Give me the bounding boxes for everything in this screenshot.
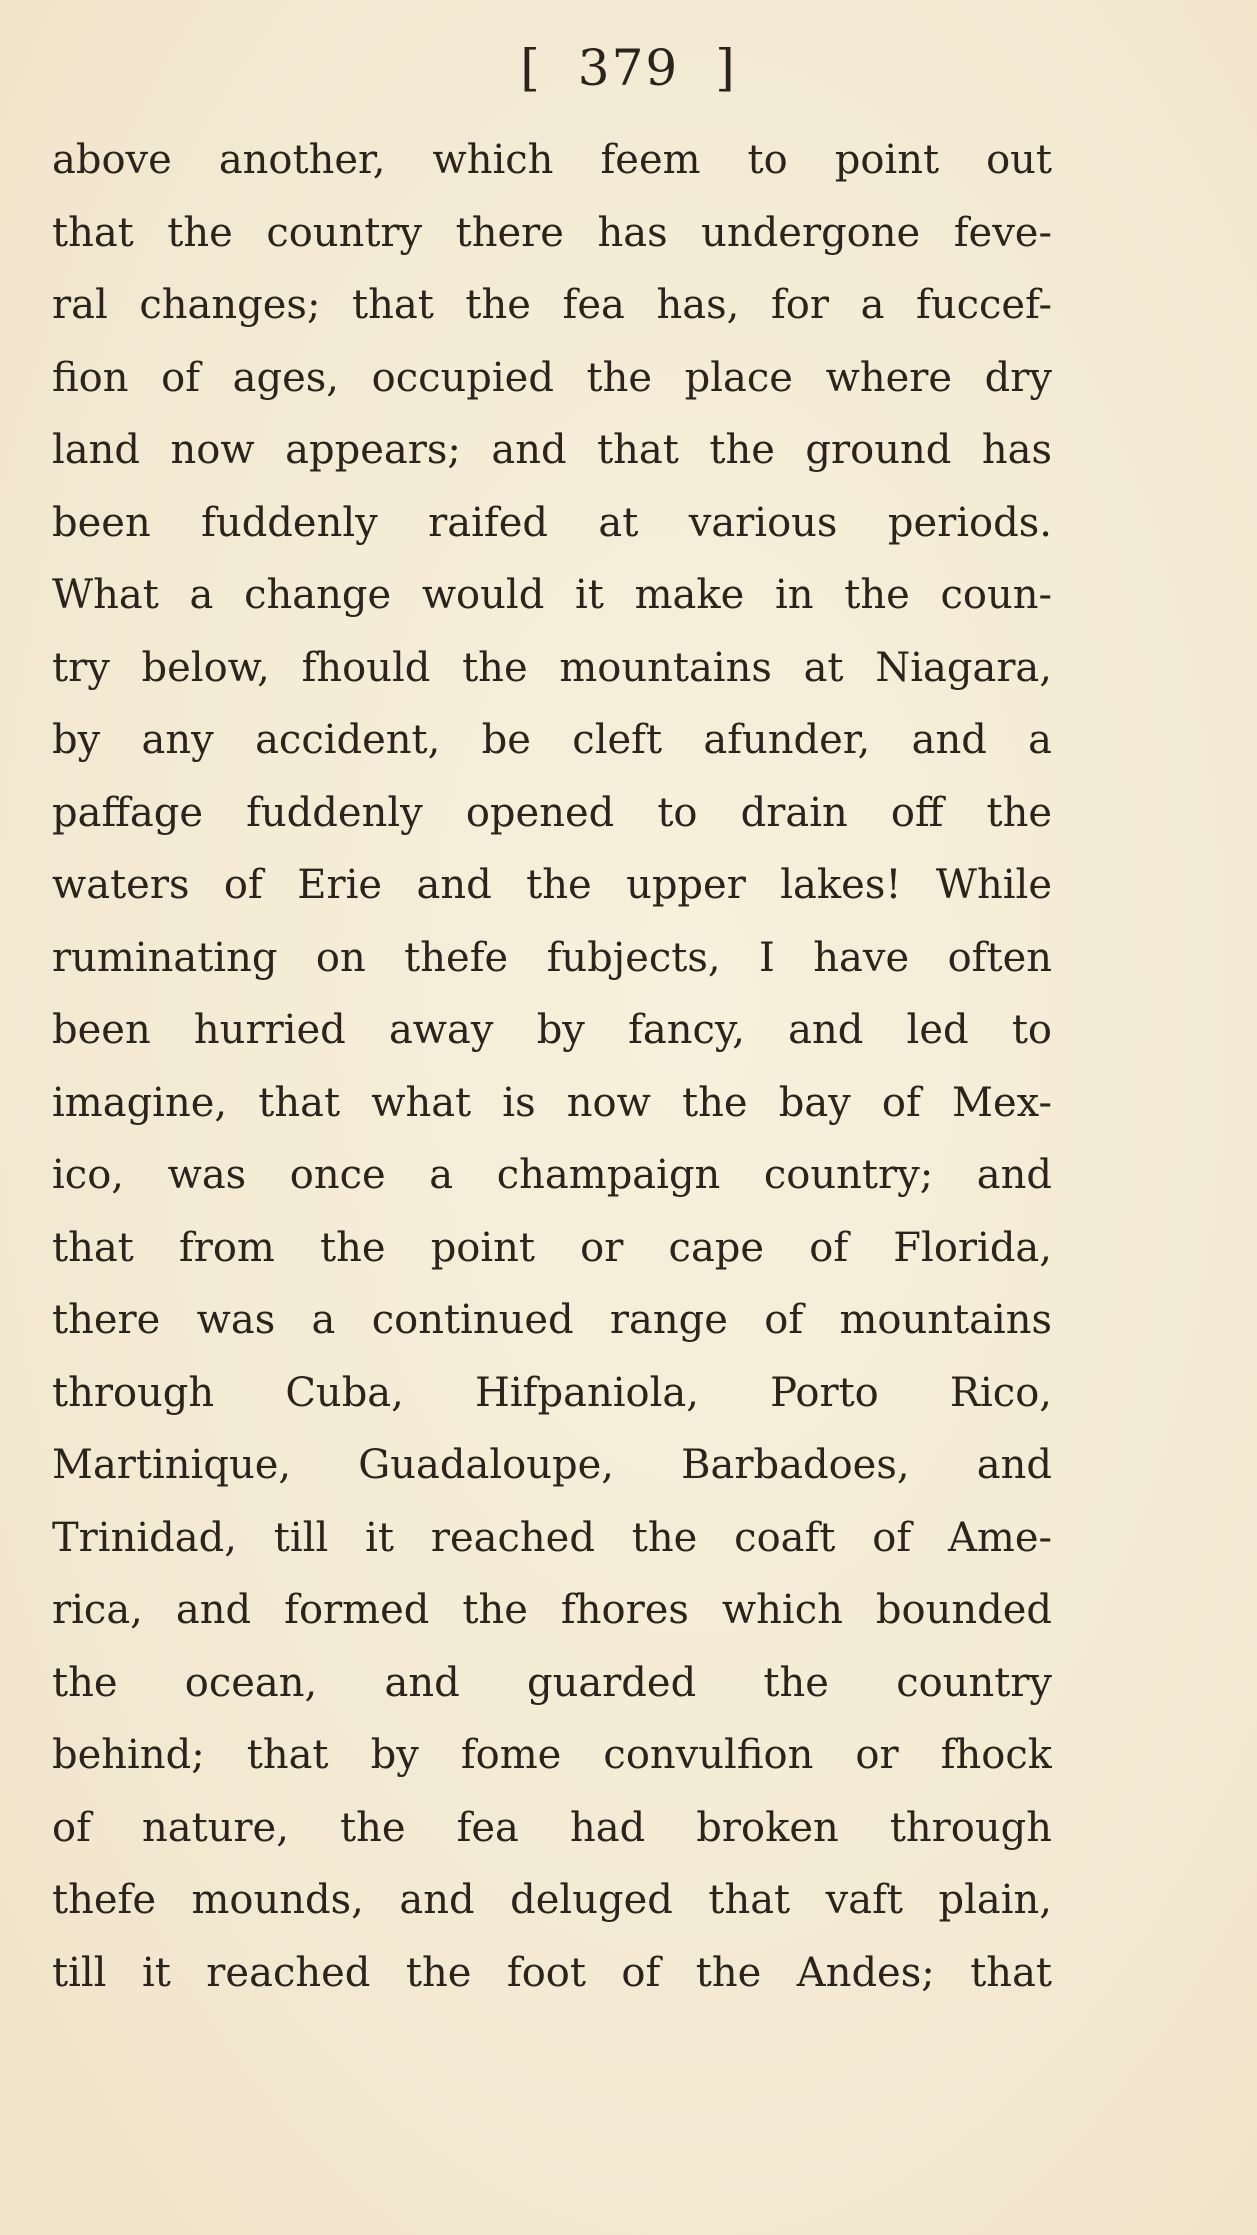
text-line: try below, fhould the mountains at Niagara, xyxy=(52,644,1052,691)
text-line: paffage fuddenly opened to drain off the xyxy=(52,789,1052,836)
text-line: ral changes; that the fea has, for a fuccef- xyxy=(52,282,1052,328)
bracket-close: ] xyxy=(715,39,737,97)
text-line: imagine, that what is now the bay of Mex- xyxy=(52,1079,1052,1126)
page-number: 379 xyxy=(577,39,680,97)
text-line: land now appears; and that the ground has xyxy=(52,427,1052,473)
text-line: that the country there has undergone feve- xyxy=(52,209,1052,256)
text-line: till it reached the foot of the Andes; that xyxy=(52,1949,1052,1996)
text-line: above another, which feem to point out xyxy=(52,137,1052,183)
text-line: been fuddenly raifed at various periods. xyxy=(52,499,1052,546)
text-line: ruminating on thefe fubjects, I have often xyxy=(52,934,1052,981)
text-line: fion of ages, occupied the place where dry xyxy=(52,354,1052,401)
text-line: been hurried away by fancy, and led to xyxy=(52,1007,1052,1053)
text-line: behind; that by fome convulfion or fhock xyxy=(52,1732,1052,1778)
text-line: of nature, the fea had broken through xyxy=(52,1804,1052,1851)
text-line: through Cuba, Hifpaniola, Porto Rico, xyxy=(52,1369,1052,1416)
bracket-open: [ xyxy=(520,39,542,97)
text-line: thefe mounds, and deluged that vaft plain, xyxy=(52,1877,1052,1923)
text-line: there was a continued range of mountains xyxy=(52,1297,1052,1343)
text-line: What a change would it make in the coun- xyxy=(52,572,1052,618)
text-line: Martinique, Guadaloupe, Barbadoes, and xyxy=(52,1442,1052,1488)
text-line: that from the point or cape of Florida, xyxy=(52,1224,1052,1271)
text-line: waters of Erie and the upper lakes! While xyxy=(52,862,1052,908)
body-text xyxy=(52,124,1052,2009)
text-line: Trinidad, till it reached the coaft of Ame- xyxy=(52,1514,1052,1561)
text-line: rica, and formed the fhores which bounded xyxy=(52,1587,1052,1633)
text-line: the ocean, and guarded the country xyxy=(52,1659,1052,1706)
text-line: by any accident, be cleft afunder, and a xyxy=(52,717,1052,763)
page-number-header xyxy=(0,28,1257,108)
text-line: ico, was once a champaign country; and xyxy=(52,1152,1052,1198)
